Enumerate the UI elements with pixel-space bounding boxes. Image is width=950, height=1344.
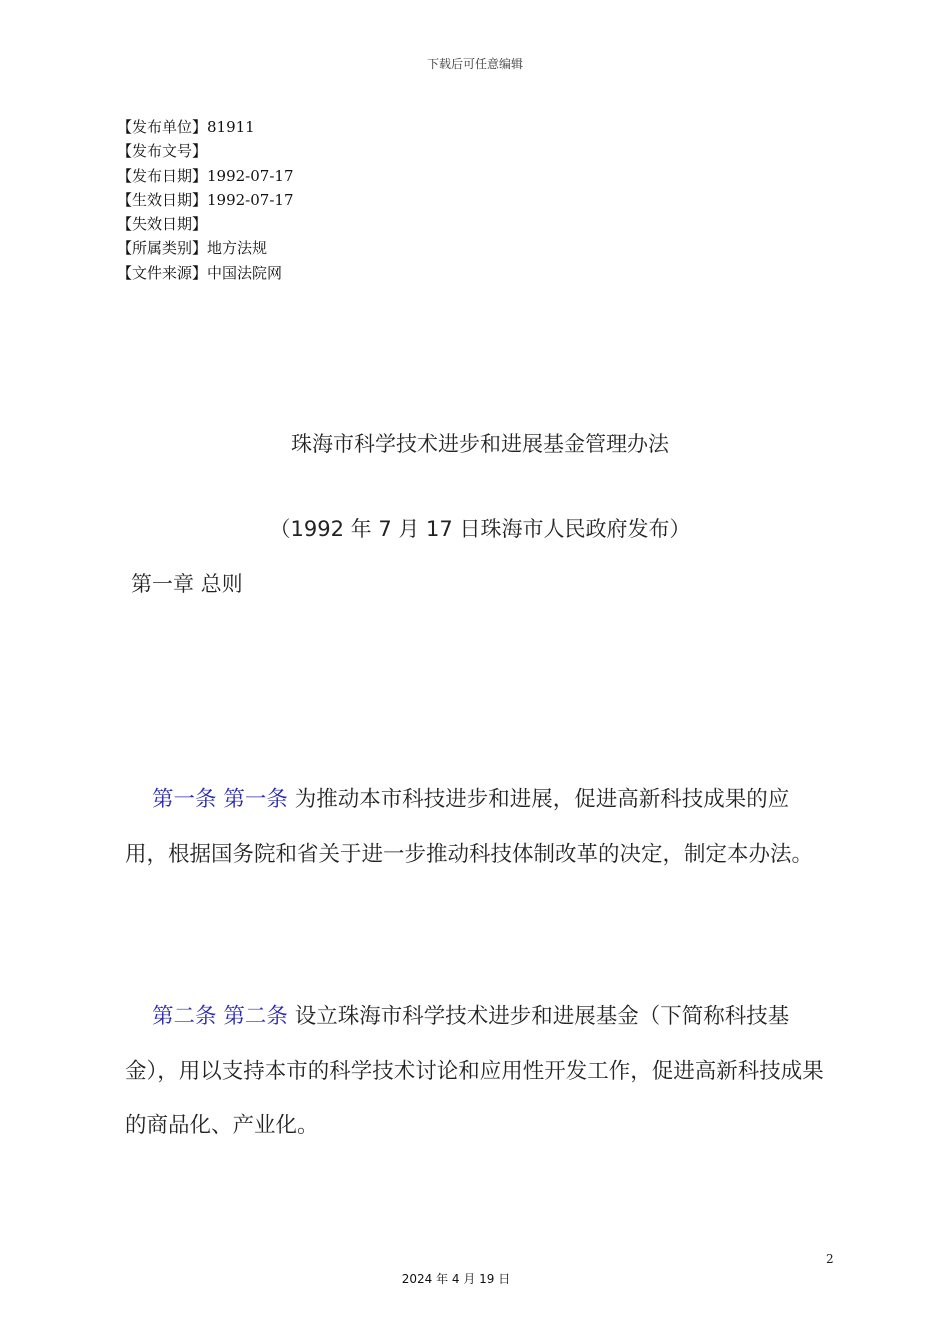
article-2-text: 设立珠海市科学技术进步和进展基金（下简称科技基金），用以支持本市的科学技术讨论和应用性开发工作，促进高新科技成果的商品化、产业化。 xyxy=(125,1004,824,1138)
metadata-list xyxy=(117,115,294,285)
meta-publish-date: 【发布日期】1992-07-17 xyxy=(117,166,294,185)
meta-effective-date: 【生效日期】1992-07-17 xyxy=(117,190,294,209)
article-1-label[interactable]: 第一条 第一条 xyxy=(152,787,288,812)
article-2 xyxy=(125,990,825,1154)
document-title: 珠海市科学技术进步和进展基金管理办法 xyxy=(291,432,669,456)
header-note: 下载后可任意编辑 xyxy=(426,57,523,71)
footer-date: 2024 年 4 月 19 日 xyxy=(401,1272,511,1286)
meta-category: 【所属类别】地方法规 xyxy=(117,239,268,258)
page-number: 2 xyxy=(826,1252,834,1266)
document-subtitle: （1992 年 7 月 17 日珠海市人民政府发布） xyxy=(269,517,691,541)
article-2-label[interactable]: 第二条 第二条 xyxy=(152,1004,288,1029)
meta-document-number: 【发布文号】 xyxy=(117,142,208,161)
chapter-heading: 第一章 总则 xyxy=(131,572,243,596)
article-1 xyxy=(125,773,825,882)
meta-source: 【文件来源】中国法院网 xyxy=(117,263,283,282)
meta-publisher: 【发布单位】81911 xyxy=(117,118,255,136)
article-1-text: 为推动本市科技进步和进展，促进高新科技成果的应用，根据国务院和省关于进一步推动科技体制改革的决定，制定本办法。 xyxy=(125,787,814,867)
meta-expiry-date: 【失效日期】 xyxy=(117,215,208,234)
